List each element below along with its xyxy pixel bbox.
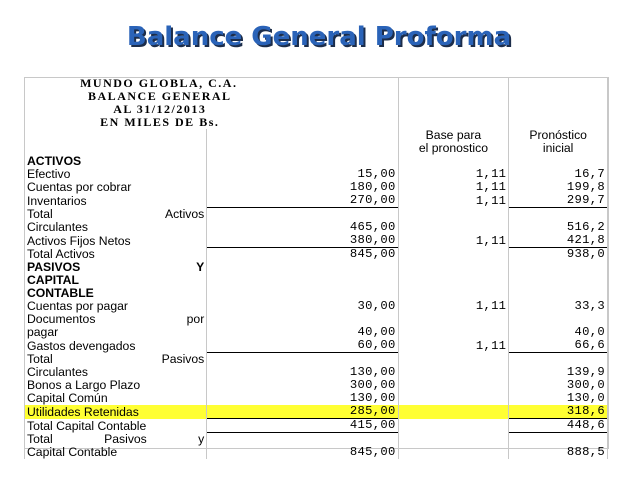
- row-base: [398, 313, 509, 326]
- row-value: [207, 155, 398, 168]
- row-forecast: 33,3: [509, 300, 608, 313]
- table-row: [25, 221, 608, 234]
- base-header-line1: Base para: [398, 129, 509, 142]
- row-base: [398, 261, 509, 274]
- table-row: [25, 419, 608, 433]
- row-base: [398, 419, 509, 433]
- row-value: [207, 433, 398, 447]
- slide-title: Balance General Proforma: [126, 22, 512, 52]
- row-forecast: 938,0: [509, 248, 608, 262]
- row-base: [398, 326, 509, 339]
- table-row: [25, 353, 608, 367]
- row-base: 1,11: [398, 300, 509, 313]
- table-row: [25, 287, 608, 300]
- row-forecast: [509, 261, 608, 274]
- row-label: Bonos a Largo Plazo: [25, 379, 207, 392]
- table-row: [25, 248, 608, 262]
- row-label: Total Capital Contable: [25, 419, 207, 433]
- row-value: 180,00: [207, 181, 398, 194]
- row-value: 30,00: [207, 300, 398, 313]
- row-forecast: 448,6: [509, 419, 608, 433]
- table-row: [25, 155, 608, 168]
- table-row: [25, 234, 608, 248]
- row-forecast: 66,6: [509, 339, 608, 353]
- row-base: 1,11: [398, 339, 509, 353]
- row-value: 285,00: [207, 405, 398, 419]
- row-value: 380,00: [207, 234, 398, 248]
- table-row: [25, 208, 608, 222]
- column-header-row-2: [25, 142, 608, 155]
- row-forecast: 516,2: [509, 221, 608, 234]
- row-forecast: [509, 155, 608, 168]
- table-row: [25, 274, 608, 287]
- table-row: [25, 194, 608, 208]
- row-label: Circulantes: [25, 366, 207, 379]
- row-forecast: 421,8: [509, 234, 608, 248]
- row-label: Efectivo: [25, 168, 207, 181]
- row-value: [207, 274, 398, 287]
- row-base: [398, 248, 509, 262]
- row-value: [207, 313, 398, 326]
- table-row: [25, 379, 608, 392]
- row-base: [398, 433, 509, 447]
- row-value: [207, 208, 398, 222]
- row-label: Utilidades Retenidas: [25, 405, 207, 419]
- row-label: Cuentas por cobrar: [25, 181, 207, 194]
- table-row: [25, 313, 608, 326]
- row-value: 845,00: [207, 446, 398, 459]
- row-value: 300,00: [207, 379, 398, 392]
- row-forecast: 130,0: [509, 392, 608, 405]
- row-value: 465,00: [207, 221, 398, 234]
- row-label: pagar: [25, 326, 207, 339]
- balance-table: [24, 77, 608, 459]
- row-value: 15,00: [207, 168, 398, 181]
- row-value: 130,00: [207, 392, 398, 405]
- table-row: [25, 446, 608, 459]
- row-forecast: 300,0: [509, 379, 608, 392]
- column-header-row-1: [25, 129, 608, 142]
- row-label: Cuentas por pagar: [25, 300, 207, 313]
- row-forecast: [509, 287, 608, 300]
- row-label: PASIVOS Y: [25, 261, 207, 274]
- row-forecast: [509, 313, 608, 326]
- row-base: 1,11: [398, 194, 509, 208]
- row-forecast: [509, 208, 608, 222]
- table-row: [25, 300, 608, 313]
- row-forecast: [509, 353, 608, 367]
- row-base: [398, 208, 509, 222]
- row-label: Total Pasivos: [25, 353, 207, 367]
- row-base: [398, 287, 509, 300]
- table-row: [25, 339, 608, 353]
- row-forecast: 40,0: [509, 326, 608, 339]
- header-row-date: [25, 103, 608, 116]
- row-forecast: 199,8: [509, 181, 608, 194]
- row-value: 40,00: [207, 326, 398, 339]
- row-forecast: 299,7: [509, 194, 608, 208]
- row-label: Documentos por: [25, 313, 207, 326]
- row-forecast: 16,7: [509, 168, 608, 181]
- row-value: 270,00: [207, 194, 398, 208]
- row-label: Capital Contable: [25, 446, 207, 459]
- table-row: [25, 392, 608, 405]
- row-value: [207, 261, 398, 274]
- table-row: [25, 405, 608, 419]
- row-base: 1,11: [398, 168, 509, 181]
- row-label: ACTIVOS: [25, 155, 207, 168]
- row-base: [398, 379, 509, 392]
- row-base: [398, 155, 509, 168]
- table-row: [25, 366, 608, 379]
- row-base: 1,11: [398, 234, 509, 248]
- row-base: [398, 274, 509, 287]
- row-value: 845,00: [207, 248, 398, 262]
- row-label: Activos Fijos Netos: [25, 234, 207, 248]
- row-label: Inventarios: [25, 194, 207, 208]
- table-row: [25, 261, 608, 274]
- row-label: Total Activos: [25, 248, 207, 262]
- row-label: Circulantes: [25, 221, 207, 234]
- row-base: [398, 446, 509, 459]
- row-base: [398, 366, 509, 379]
- forecast-header-line2: inicial: [509, 142, 608, 155]
- company-name: MUNDO GLOBLA, C.A.: [80, 77, 238, 90]
- row-label: Capital Común: [25, 392, 207, 405]
- row-forecast: [509, 274, 608, 287]
- row-value: 60,00: [207, 339, 398, 353]
- row-forecast: 318,6: [509, 405, 608, 419]
- row-value: [207, 287, 398, 300]
- row-label: Gastos devengados: [25, 339, 207, 353]
- row-forecast: 888,5: [509, 446, 608, 459]
- row-label: Total Pasivos y: [25, 433, 207, 447]
- row-label: CAPITAL: [25, 274, 207, 287]
- base-header-line2: el pronostico: [398, 142, 509, 155]
- forecast-header-line1: Pronóstico: [509, 129, 608, 142]
- row-value: [207, 353, 398, 367]
- header-row-company: [25, 77, 608, 90]
- table-row: [25, 181, 608, 194]
- row-value: 130,00: [207, 366, 398, 379]
- table-row: [25, 326, 608, 339]
- row-base: 1,11: [398, 181, 509, 194]
- row-value: 415,00: [207, 419, 398, 433]
- row-label: CONTABLE: [25, 287, 207, 300]
- header-row-units: [25, 116, 608, 129]
- table-row: [25, 433, 608, 447]
- row-base: [398, 353, 509, 367]
- header-row-statement: [25, 90, 608, 103]
- row-label: Total Activos: [25, 208, 207, 222]
- statement-units: EN MILES DE Bs.: [100, 116, 220, 129]
- row-base: [398, 221, 509, 234]
- statement-name: BALANCE GENERAL: [88, 90, 232, 103]
- table-row: [25, 168, 608, 181]
- row-forecast: 139,9: [509, 366, 608, 379]
- row-forecast: [509, 433, 608, 447]
- row-base: [398, 405, 509, 419]
- row-base: [398, 392, 509, 405]
- statement-date: AL 31/12/2013: [113, 103, 207, 116]
